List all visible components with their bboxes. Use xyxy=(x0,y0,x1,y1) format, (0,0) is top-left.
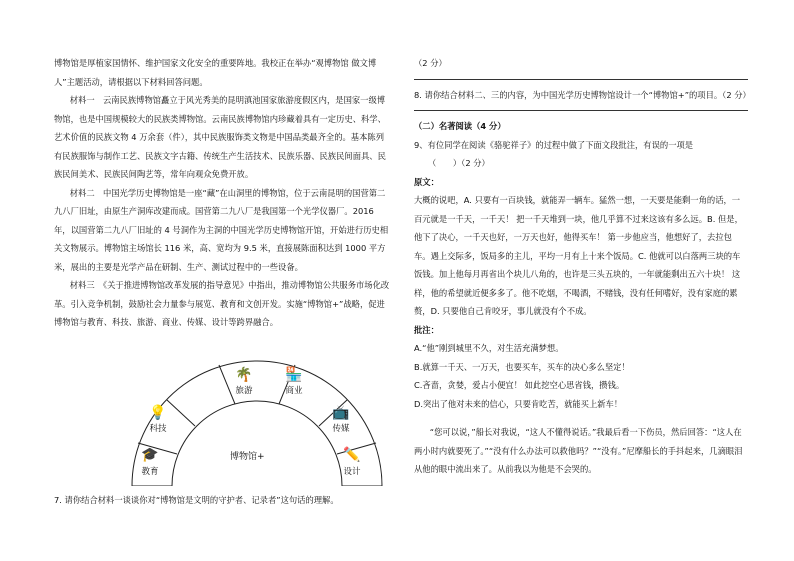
label-design: 设计 xyxy=(343,466,361,477)
note-d: D.突出了他对未来的信心，只要肯吃苦，就能买上新车！ xyxy=(414,398,623,409)
material-1: 材料一 云南民族博物馆矗立于风光秀美的昆明滇池国家旅游度假区内，是国家一级博物馆，也是中国规模较大的民族类博物馆。云南民族博物馆内珍藏着具有一定历史、科学、艺术价值的民族文物 4 万余套（件），其中民族服饰类文物是中国品类最齐全的。基本陈列有民族服饰与制作工艺、民族文字古籍、传统生产生活技术、民族乐器、民族民间面具、民族民间美术、民族民间陶艺等，常年向观众免费开放。 xyxy=(54,95,386,179)
question-7: 7. 请你结合材料一谈谈你对“博物馆是文明的守护者、记录者”这句话的理解。 xyxy=(54,495,339,506)
label-education: 教育 xyxy=(141,466,159,477)
score-top: （2 分） xyxy=(414,58,447,68)
note-a: A.“他”刚到城里不久，对生活充满梦想。 xyxy=(414,343,564,353)
answer-line-2 xyxy=(414,110,748,111)
label-media: 传媒 xyxy=(332,423,350,434)
question-8: 8. 请你结合材料二、三的内容，为中国光学历史博物馆设计一个“博物馆+”的项目。（2 分） xyxy=(414,89,751,100)
annotation-label: 批注： xyxy=(414,324,439,335)
label-commerce: 商业 xyxy=(285,385,303,396)
question-9-blank: （ ）（2 分） xyxy=(428,158,490,168)
section-title: （二）名著阅读（4 分） xyxy=(414,121,506,131)
intro-text: 博物馆是厚植家国情怀、维护国家文化安全的重要阵地。我校正在举办“观博物馆 做文博人”主题活动，请根据以下材料回答问题。 xyxy=(54,58,377,87)
museum-plus-diagram xyxy=(54,336,390,486)
passage-bottom: “您可以说，”船长对我说，“这人不懂得说话。”我最后看一下伤员，然后回答：“这人在两小时内就要死了。”“没有什么办法可以救他吗？”“没有。”尼摩船长的手抖起来，几滴眼泪从他的眼中流出来了。从前我以为他是不会哭的。 xyxy=(414,427,743,474)
left-column xyxy=(54,54,390,486)
graduation-cap-icon: 🎓 xyxy=(141,446,159,463)
material-2: 材料二 中国光学历史博物馆是一座“藏”在山洞里的博物馆，位于云南昆明的国营第二九八厂旧址，由原生产洞库改建而成。国营第二九八厂是我国第一个光学仪器厂。2016 年，以国营第二九八厂旧址的 4 号洞作为主洞的中国光学历史博物馆开馆，开始进行历史相关文物展示。博物馆主场馆长 116 米，高、宽均为 9.5 米，直接展陈面积达到 1000 平方米，展出的主要是光学产品在研制、生产、测试过程中的一些设备。 xyxy=(54,187,389,272)
note-b: B.就算一千天、一万天，也要买车，买车的决心多么坚定！ xyxy=(414,361,630,372)
question-9: 9、有位同学在阅读《骆驼祥子》的过程中做了下面文段批注，有误的一项是 xyxy=(414,139,694,150)
pencil-ruler-icon: ✏️ xyxy=(343,446,361,463)
lightbulb-icon: 💡 xyxy=(149,404,167,421)
label-technology: 科技 xyxy=(149,423,167,434)
tree-icon: 🌴 xyxy=(235,366,253,383)
tv-icon: 📺 xyxy=(332,404,350,421)
answer-line-1 xyxy=(414,79,748,80)
right-column xyxy=(414,54,751,479)
note-c: C.吝啬，贪婪，爱占小便宜！ 如此挖空心思省钱，攒钱。 xyxy=(414,380,625,390)
original-text-label: 原文： xyxy=(414,176,439,187)
label-travel: 旅游 xyxy=(235,385,253,396)
diagram-center-label: 博物馆+ xyxy=(230,451,265,462)
shop-icon: 🏪 xyxy=(285,366,303,383)
material-3: 材料三 《关于推进博物馆改革发展的指导意见》中指出，推动博物馆公共服务市场化改革。引入竞争机制，鼓励社会力量参与展览、教育和文创开发。实施“博物馆+”战略，促进博物馆与教育、科技、旅游、商业、传媒、设计等跨界融合。 xyxy=(54,280,390,327)
original-text: 大概的说吧，A. 只要有一百块钱，就能弄一辆车。猛然一想，一天要是能剩一角的话，一百元就是一千天，一千天！ 把一千天堆到一块，他几乎算不过来这该有多么远。B. 但是，他下了决心，一千天也好，一万天也好，他得买车！ 第一步他应当，他想好了，去拉包车。遇上交际多，饭局多的主儿，平均一月有上十来个饭局。C. 他就可以白落两三块的车饭钱。加上他每月再省出个块儿八角的，也许是三头五块的，一年就能剩出五六十块！ 这样，他的希望就近便多多了。他不吃烟，不喝酒，不赌钱，没有任何嗜好，没有家庭的累赘，D. 只要他自己肯咬牙，事儿就没有个不成。 xyxy=(414,195,743,316)
